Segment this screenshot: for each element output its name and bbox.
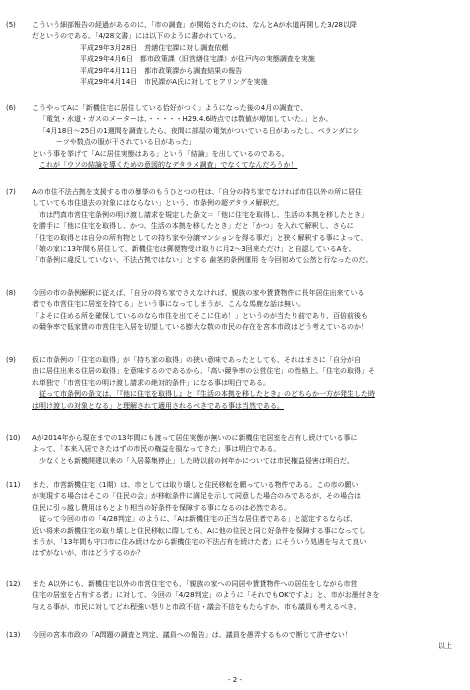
emphasis-line: 従って市条例の条文は、「『他に住宅を取得し』と『生活の本拠を移したとき』のどちらか一方が発生した時	[39, 390, 375, 399]
text-line: 由に居住出来る住居の取得」を意味するのであるから、「高い競争率の公営住宅」の性格上、「住宅の取得」そ	[32, 367, 375, 376]
text-line: れ単独で「市営住宅の明け渡し請求の絶対的条件」になる事は明白である。	[32, 378, 270, 387]
text-line: また、市営新機住宅（1期）は、市としては取り壊しと住民移転を願っている物件である。この市の願い	[32, 481, 359, 489]
text-line: はずがないが、市はどうするのか？	[32, 549, 144, 558]
paragraph-6	[6, 103, 462, 171]
paragraph-7	[6, 187, 462, 267]
paragraph-10	[6, 433, 462, 467]
text-line: 仮に市条例の「住宅の取得」が「持ち家の取得」の狭い意味であったとしても、それはまさに「自分が自	[32, 356, 361, 364]
emphasis-line: これが「ウソの結論を導くための意図的なデタラメ調査」でなくてなんだろうか！	[39, 161, 298, 170]
paragraph-11	[6, 480, 462, 560]
text-line: が実現する場合はそこの「住民の会」が移転条件に満足を示して同意した場合のみであるが、その場合は	[32, 492, 361, 501]
timeline-entry: 平成29年3月28日 営繕住宅課に対し調査依頼	[80, 43, 229, 52]
paragraph-number: (12)	[6, 580, 21, 588]
text-line: 与える事が、市民に対してどれ程強い怒りと市政不信・議会不信をもたらすか、市も議員も考えるべき。	[32, 602, 361, 611]
text-line: 「娘の家に13年間も居住して、新機住宅は郵便物受け取りに月2～3回来ただけ」と自認しているAを、	[32, 245, 356, 254]
text-line: まうが、「13年間も守口市に住み続けながら新機住宅の不法占有を続けた者」にそういう処遇を与えて良い	[32, 538, 367, 547]
text-line: こうやってAに「新機住宅に居住している恰好がつく」ようになった後の4月の調査で、	[32, 104, 308, 112]
text-line: 住民に引っ越し費用はもとより相当の好条件を保障する事になるのは必然である。	[32, 503, 291, 512]
text-line: 近い将来の新機住宅の取り壊しと住民移転に際しても、Aに他の住民と同じ好条件を保障する事になってし	[32, 526, 366, 535]
text-line: また A以外にも、新機住宅以外の市営住宅でも、「親族の家への同居や賃貸物件への居住をしながら市営	[32, 580, 358, 588]
text-line: 「4月18日～25日の1週間を調査したら、夜間に部屋の電気がついている日があったし、ベランダにシ	[39, 126, 360, 135]
paragraph-9	[6, 355, 462, 412]
text-line: こういう細部報告の経過があるのに、「市の調査」が開始されたのは、なんとAが水道再開した3/28以降	[32, 21, 358, 29]
paragraph-number: (7)	[6, 188, 16, 196]
text-line: 少なくとも新機開建以来の「入居募集停止」した時以前の何年かについては市民権益侵害は明白だ。	[39, 456, 354, 465]
text-line: Aが2014年から現在までの13年間にも渡って居住実態が無いのに新機住宅居室を占有し続けている事に	[32, 434, 358, 442]
text-line: よって、「本来入居できたはずの市民の権益を損なってきた」事は明白である。	[32, 445, 281, 454]
paragraph-5	[6, 20, 462, 88]
text-line: 今回の宮本市政の「A問題の調査と判定、議員への報告」は、議員を愚弄するもので断じて許せない！	[32, 631, 352, 639]
text-line: 者でも市営住宅に居室を持てる」という事になってしまうが、こんな馬鹿な話は無い。	[32, 300, 305, 309]
paragraph-13	[6, 630, 462, 653]
emphasis-line: は明け渡しの対象となる」と理解されて適用されるべきである事は当然である。	[32, 401, 284, 410]
paragraph-number: (6)	[6, 104, 16, 112]
text-line: を勝手に「他に住宅を取得し、かつ、生活の本拠を移したとき」だと「かつ」を入れて解釈し、さらに	[32, 222, 354, 231]
timeline-entry: 平成29年4月6日 都市政策課（旧営繕住宅課）が住戸内の実態調査を実施	[80, 55, 315, 64]
paragraph-number: (10)	[6, 434, 21, 442]
paragraph-number: (5)	[6, 21, 16, 29]
text-line: 住宅の居室を占有する者」に対して、今回の「4/28判定」のように「それでもOKですよ」と、市がお墨付きを	[32, 591, 380, 600]
text-line: ーツや数点の服が干されている日があった」	[56, 138, 196, 147]
text-line: 今回の市の条例解釈に従えば、「自分の持ち家でさえなければ、親族の家や賃貸物件に長年居住出来ている	[32, 289, 365, 297]
timeline-entry: 平成29年4月14日 市民課がA氏に対してヒアリングを実施	[80, 78, 268, 87]
page-number: - 2 -	[228, 676, 242, 684]
closing-mark: 以上	[438, 642, 452, 651]
paragraph-8	[6, 288, 462, 334]
text-line: 「市条例に違反していない、不法占拠ではない」とする 歯茎的条例運用 を今回初めて公然と行なったのだ。	[32, 256, 373, 265]
text-line: Aの市住不法占拠を支援する市の暴挙のもうひとつの柱は、「自分の持ち家でなければ市住以外の所に居住	[32, 188, 363, 196]
paragraph-number: (8)	[6, 289, 16, 297]
paragraph-12	[6, 579, 462, 613]
text-line: 「電気・水道・ガスのメーターは、・・・・・H29.4.6時点では数値が増加していた。」とか、	[39, 115, 333, 124]
text-line: の競争率で低家賃の市営住宅入居を切望している膨大な数の市民の存在を宮本市政はどう考えているのか！	[32, 323, 368, 332]
paragraph-number: (11)	[6, 481, 21, 489]
text-line: という事を挙げて「Aに居住実態はある」という「結論」を出しているのである。	[32, 149, 289, 158]
text-line: 市は門真市営住宅条例の明け渡し請求を規定した条文＝「他に住宅を取得し、生活の本拠を移したとき」	[39, 210, 368, 219]
text-line: だというのである。「4/28文書」には以下のように書かれている。	[32, 32, 241, 41]
timeline-entry: 平成29年4月11日 都市政策課から調査結果の報告	[80, 66, 243, 75]
text-line: していても市住退去の対象にはならない」という、市条例の超デタラメ解釈だ。	[32, 199, 284, 208]
paragraph-number: (9)	[6, 356, 16, 364]
paragraph-number: (13)	[6, 631, 21, 639]
text-line: 「よそに住める所を確保しているのなら市住を出てそこに住め！」というのが当たり前であり、百倍前後も	[32, 311, 368, 320]
text-line: 従って今回の市の「4/28判定」のように、「Aは新機住宅の正当な居住者である」と認定するならば、	[39, 515, 358, 524]
text-line: 「住宅の取得とは自分の所有物としての持ち家や分譲マンションを得る事だ」と狭く解釈する事によって、	[32, 233, 368, 242]
